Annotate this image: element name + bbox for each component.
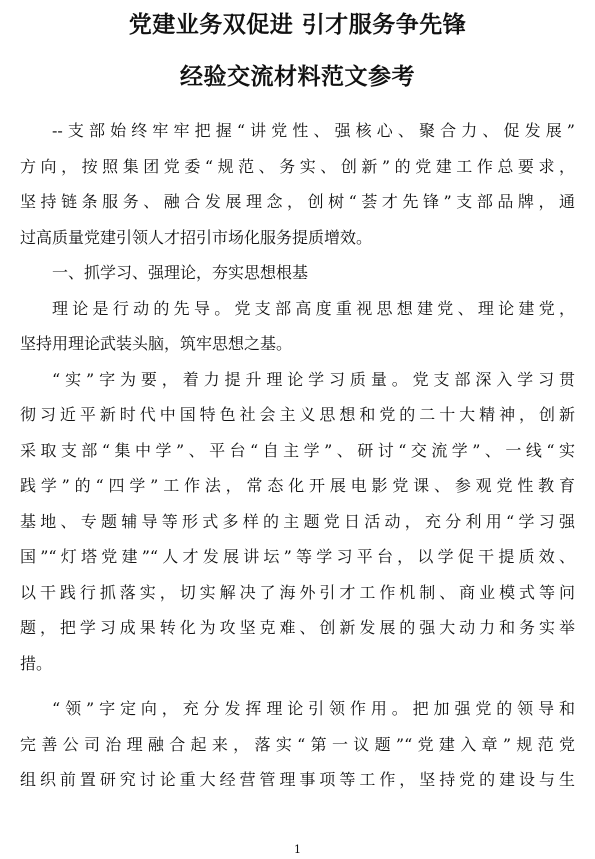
section-heading: 一、抓学习、强理论，夯实思想根基: [52, 263, 309, 282]
paragraph-line: 题，把学习成果转化为攻坚克难、创新发展的强大动力和务实举: [20, 618, 575, 637]
paragraph-line: 措。: [20, 653, 53, 673]
paragraph-line: 践学”的“四学”工作法，常态化开展电影党课、参观党性教育: [20, 476, 575, 495]
paragraph-line: 组织前置研究讨论重大经营管理事项等工作，坚持党的建设与生: [20, 770, 575, 789]
paragraph-gap: [20, 681, 575, 691]
paragraph-line: 过高质量党建引领人才招引市场化服务提质增效。: [20, 227, 373, 247]
paragraph-line: 国”“灯塔党建”“人才发展讲坛”等学习平台，以学促干提质效、: [20, 547, 575, 566]
document-body: [20, 113, 575, 798]
document-title-line-1: 党建业务双促进 引才服务争先锋: [128, 12, 467, 38]
paragraph-line: 方向，按照集团党委“规范、务实、创新”的党建工作总要求，: [20, 156, 575, 176]
paragraph-line: 采取支部“集中学”、平台“自主学”、研讨“交流学”、一线“实: [20, 440, 575, 460]
paragraph-line: 完善公司治理融合起来，落实“第一议题”“党建入章”规范党: [20, 734, 575, 754]
paragraph-line: 以干践行抓落实，切实解决了海外引才工作机制、商业模式等问: [20, 582, 575, 602]
paragraph-line: “领”字定向，充分发挥理论引领作用。把加强党的领导和: [52, 699, 575, 718]
paragraph-line: “实”字为要，着力提升理论学习质量。党支部深入学习贯: [52, 369, 575, 389]
paragraph-line: 理论是行动的先导。党支部高度重视思想建党、理论建党，: [52, 298, 575, 318]
paragraph-line: 坚持用理论武装头脑，筑牢思想之基。: [20, 334, 293, 353]
paragraph-line: 基地、专题辅导等形式多样的主题党日活动，充分利用“学习强: [20, 511, 575, 531]
paragraph-line: --支部始终牢牢把握“讲党性、强核心、聚合力、促发展”: [52, 121, 575, 140]
paragraph-line: 彻习近平新时代中国特色社会主义思想和党的二十大精神，创新: [20, 405, 575, 424]
page-number: 1: [294, 843, 301, 856]
document-title-line-2: 经验交流材料范文参考: [180, 64, 415, 90]
paragraph-line: 坚持链条服务、融合发展理念，创树“荟才先锋”支部品牌，通: [20, 192, 575, 211]
